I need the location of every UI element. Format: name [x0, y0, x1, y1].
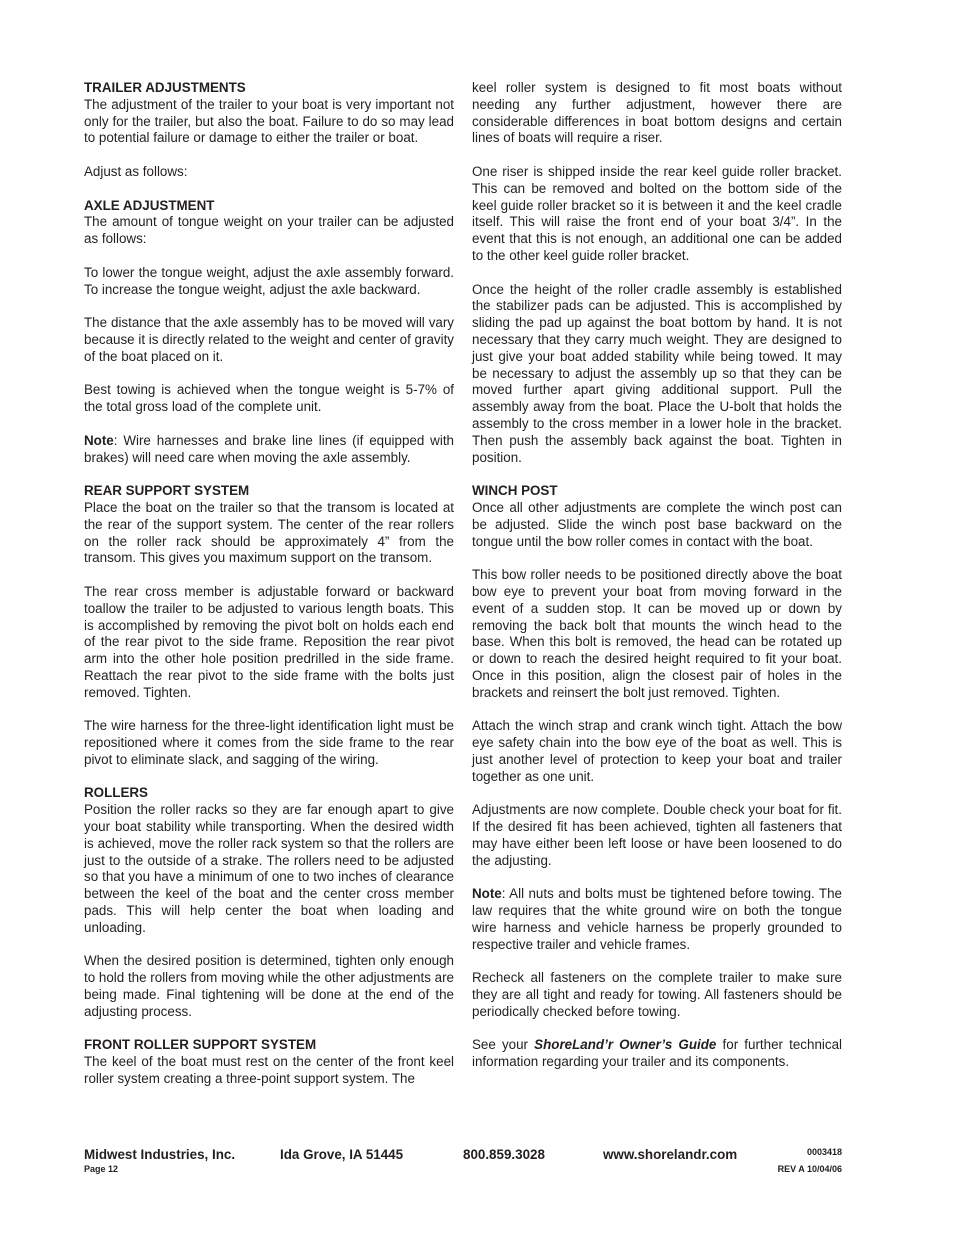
winch-paragraph-2: This bow roller needs to be positioned directly above the boat bow eye to prevent your boat from moving forward in the event of a sudden stop. It can be moved up or down by removing the back bolt that mounts the winch head to the base. When this bolt is removed, the head can be rotated up or down to reach the desired height required to fit your boat. Once in this position, align the closest pair of holes in the brackets and reinsert the bolt just removed. Tighten. — [472, 567, 842, 700]
footer-doc-code: 0003418 — [806, 1147, 842, 1157]
final-note-text: : All nuts and bolts must be tightened before towing. The law requires that the white ground wire on both the tongue wire harness and vehicle harness be properly grounded to respective trailer and vehicle frames. — [472, 886, 842, 952]
footer-revision: REV A 10/04/06 — [777, 1164, 842, 1174]
trailer-paragraph-2: Adjust as follows: — [84, 163, 188, 179]
right-column — [472, 80, 842, 1071]
axle-note — [84, 433, 454, 467]
final-note-label: Note — [472, 886, 502, 902]
final-note — [472, 886, 842, 953]
owners-guide-title: ShoreLand’r Owner’s Guide — [534, 1037, 717, 1053]
axle-paragraph-1: The amount of tongue weight on your trailer can be adjusted as follows: — [84, 214, 454, 247]
rollers-heading: ROLLERS — [84, 785, 148, 801]
footer-page-number: Page 12 — [84, 1164, 119, 1174]
footer-row-2 — [84, 1164, 842, 1176]
axle-paragraph-2: To lower the tongue weight, adjust the axle assembly forward. To increase the tongue weight, adjust the axle backward. — [84, 264, 454, 297]
axle-paragraph-3: The distance that the axle assembly has to be moved will vary because it is directly related to the weight and center of gravity of the boat placed on it. — [84, 315, 454, 364]
footer-company: Midwest Industries, Inc. — [84, 1147, 236, 1162]
front-paragraph-1: The keel of the boat must rest on the center of the front keel roller system creating a three-point support system. The — [84, 1054, 454, 1087]
rear-support-heading: REAR SUPPORT SYSTEM — [84, 483, 250, 499]
axle-note-label: Note — [84, 432, 114, 448]
owners-guide-suffix: for further technical information regarding your trailer and its components. — [472, 1037, 842, 1070]
owners-guide-paragraph — [472, 1037, 842, 1071]
rear-paragraph-1: Place the boat on the trailer so that the transom is located at the rear of the support system. The center of the rear rollers on the roller rack should be approximately 4” from the transom. This gives you maximum support on the transom. — [84, 499, 454, 566]
page-footer — [84, 1147, 842, 1176]
trailer-adjustments-heading: TRAILER ADJUSTMENTS — [84, 80, 246, 95]
winch-paragraph-1: Once all other adjustments are complete the winch post can be adjusted. Slide the winch post base backward on the tongue until the bow roller comes in contact with the boat. — [472, 499, 842, 549]
rear-paragraph-3: The wire harness for the three-light identification light must be repositioned where it comes from the side frame to the rear pivot to eliminate slack, and sagging of the wiring. — [84, 718, 454, 767]
axle-adjustment-heading: AXLE ADJUSTMENT — [84, 197, 215, 213]
trailer-paragraph-1: The adjustment of the trailer to your boat is very important not only for the trailer, but also the boat. Failure to do so may lead to potential failure or damage to either the trailer or boat. — [84, 96, 454, 146]
footer-website: www.shorelandr.com — [603, 1147, 738, 1162]
rollers-paragraph-2: When the desired position is determined, tighten only enough to hold the rollers from moving while the other adjustments are being made. Final tightening will be done at the end of the adjusting process. — [84, 953, 454, 1019]
left-column — [84, 80, 454, 1088]
recheck-paragraph: Recheck all fasteners on the complete trailer to make sure they are all tight and ready for towing. All fasteners should be periodically checked before towing. — [472, 970, 842, 1019]
axle-paragraph-4: Best towing is achieved when the tongue weight is 5-7% of the total gross load of the complete unit. — [84, 382, 454, 415]
axle-note-text: : Wire harnesses and brake line lines (if equipped with brakes) will need care when moving the axle assembly. — [84, 432, 454, 465]
owners-guide-prefix: See your — [472, 1037, 535, 1053]
footer-city: Ida Grove, IA 51445 — [280, 1147, 404, 1162]
keel-paragraph-3: Once the height of the roller cradle assembly is established the stabilizer pads can be adjusted. This is accomplished by sliding the pad up against the boat bottom by hand. It is not necessary that they carry much weight. They are designed to just give your boat added stability while being towed. It may be necessary to adjust the assembly up so that they can be moved further apart giving additional support. Pull the assembly away from the boat. Place the U-bolt that holds the assembly to the cross member in a lower hole in the bracket. Then push the assembly back against the boat. Tighten in position. — [472, 281, 842, 465]
front-roller-heading: FRONT ROLLER SUPPORT SYSTEM — [84, 1037, 317, 1053]
keel-paragraph-2: One riser is shipped inside the rear keel guide roller bracket. This can be removed and bolted on the bottom side of the keel guide roller bracket so it is between it and the keel cradle itself. This will raise the front end of your boat 3/4”. In the event that this is not enough, an additional one can be added to the other keel guide roller bracket. — [472, 163, 842, 263]
rear-paragraph-2: The rear cross member is adjustable forward or backward toallow the trailer to be adjusted to various length boats. This is accomplished by removing the pivot bolt on holds each end of the rear pivot to the side frame. Reposition the rear pivot arm into the other hole position predrilled in the side frame. Reattach the rear pivot to the side frame with the bolts just removed. Tighten. — [84, 583, 454, 700]
rollers-paragraph-1: Position the roller racks so they are far enough apart to give your boat stability while transporting. When the desired width is achieved, move the roller rack system so that the rollers are just to the outside of a strake. The rollers need to be adjusted so that you have a minimum of one to two inches of clearance between the keel of the boat and the center cross member pads. This will help center the boat when loading and unloading. — [84, 802, 454, 935]
footer-row-1 — [84, 1147, 842, 1164]
winch-post-heading: WINCH POST — [472, 483, 558, 499]
winch-paragraph-3: Attach the winch strap and crank winch tight. Attach the bow eye safety chain into the bow eye of the boat as well. This is just another level of protection to keep your boat and trailer together as one unit. — [472, 718, 842, 784]
footer-phone: 800.859.3028 — [463, 1147, 545, 1162]
winch-paragraph-4: Adjustments are now complete. Double check your boat for fit. If the desired fit has been achieved, tighten all fasteners that may have either been left loose or have been loosened to do the adjusting. — [472, 802, 842, 868]
keel-paragraph-1: keel roller system is designed to fit most boats without needing any further adjustment, however there are considerable differences in boat bottom designs and certain lines of boats will require a riser. — [472, 80, 842, 146]
